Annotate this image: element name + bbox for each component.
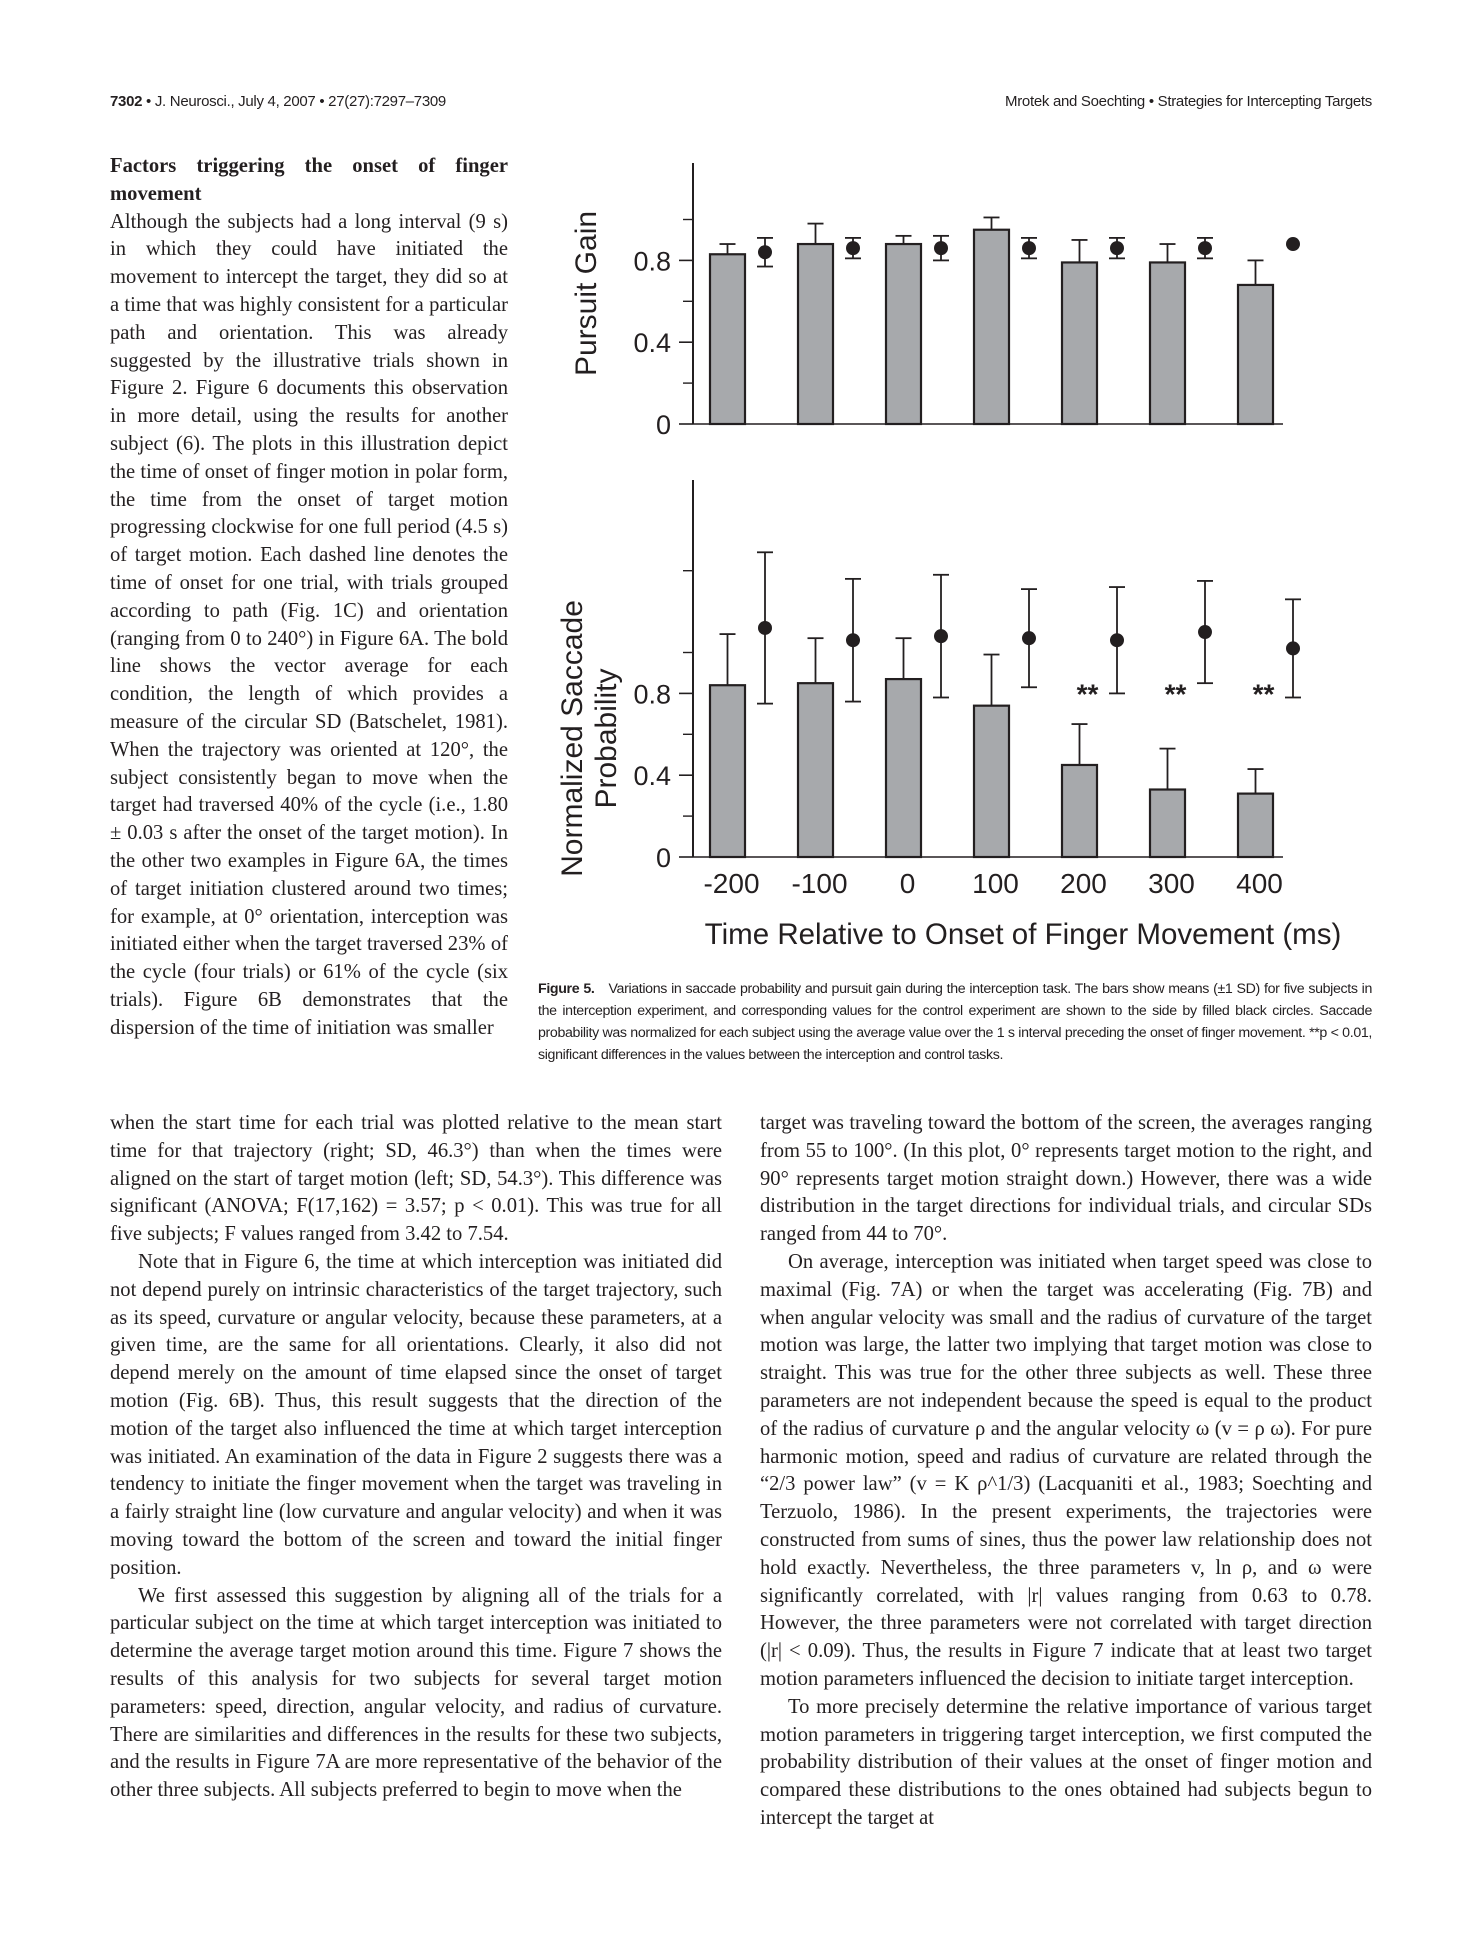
panel-bottom-significance-marker: ** bbox=[1076, 678, 1099, 710]
panel-bottom-control-point bbox=[1198, 625, 1212, 639]
panel-bottom-x-tick-label: 0 bbox=[899, 868, 916, 899]
panel-bottom-bar bbox=[710, 685, 745, 857]
panel-bottom-y-axis-label-line-1: Normalized Saccade bbox=[556, 600, 589, 877]
panel-bottom-y-tick-label: 0 bbox=[655, 843, 671, 873]
panel-top-y-tick-label: 0.8 bbox=[633, 246, 671, 277]
paragraph: when the start time for each trial was plotted relative to the mean start time for that trajectory (right; SD, 46.3°) than when the times were aligned on the start of target motion (left; SD, 54.3°). This difference was significant (ANOVA; F(17,162) = 3.57; p < 0.01). This was true for all five subjects; F values ranged from 3.42 to 7.54. bbox=[110, 1112, 722, 1246]
caption-text: Variations in saccade probability and pursuit gain during the interception task. The bars show means (±1 SD) for five subjects in the interception experiment, and corresponding values for the control experiment are shown to the side by filled black circles. Saccade probability was normalized for each subject using the average value over the 1 s interval preceding the onset of finger movement. **p < 0.01, significant differences in the values between the interception and control tasks. bbox=[538, 981, 1373, 1063]
panel-bottom-bar bbox=[1150, 790, 1185, 857]
panel-top-y-tick-label: 0 bbox=[655, 410, 671, 440]
panel-bottom-significance-marker: ** bbox=[1164, 678, 1187, 710]
panel-bottom-control-point bbox=[934, 629, 948, 643]
panel-bottom-bar bbox=[1062, 765, 1097, 857]
journal-name: J. Neurosci., July 4, 2007 bbox=[154, 93, 316, 110]
paragraph: We first assessed this suggestion by aligning all of the trials for a particular subject on the time at which target interception was initiated to determine the average target motion around this time. Figure 7 shows the results of this analysis for two subjects for several target motion parameters: speed, direction, angular velocity, and radius of curvature. There are similarities and differences in the results for these two subjects, and the results in Figure 7A are more representative of the behavior of the other three subjects. All subjects preferred to begin to move when the bbox=[110, 1584, 722, 1802]
panel-top-bar bbox=[1150, 262, 1185, 424]
panel-top-bar bbox=[710, 254, 745, 424]
panel-top-y-axis-label: Pursuit Gain bbox=[570, 210, 603, 377]
panel-bottom-bar bbox=[1238, 794, 1273, 857]
panel-bottom-bar bbox=[886, 679, 921, 857]
header-authors: Mrotek and Soechting bbox=[1005, 93, 1145, 110]
section-heading: Factors triggering the onset of finger movement bbox=[110, 155, 508, 205]
column-1-top bbox=[110, 153, 508, 1043]
panel-bottom-x-tick-label: -100 bbox=[791, 868, 848, 899]
panel-bottom-x-tick-label: 400 bbox=[1236, 868, 1283, 899]
panel-bottom-control-point bbox=[758, 621, 772, 635]
panel-top-control-point bbox=[758, 245, 772, 259]
panel-top-control-point bbox=[846, 241, 860, 255]
caption-label: Figure 5. bbox=[538, 981, 595, 997]
panel-top-control-point bbox=[1110, 241, 1124, 255]
paragraph: On average, interception was initiated when target speed was close to maximal (Fig. 7A) or when the target was accelerating (Fig. 7B) and when angular velocity was small and the radius of curvature of the target motion was large, the latter two implying that target motion was close to straight. This was true for the other three subjects as well. These three parameters are not independent because the speed is equal to the product of the radius of curvature ρ and the angular velocity ω (v = ρ ω). For pure harmonic motion, speed and radius of curvature are related through the “2/3 power law” (v = K ρ^1/3) (Lacquaniti et al., 1983; Soechting and Terzuolo, 1986). In the present experiments, the trajectories were constructed from sums of sines, thus the power law relationship does not hold exactly. Nevertheless, the three parameters v, ln ρ, and ω were significantly correlated, with |r| values ranging from 0.63 to 0.78. However, the three parameters were not correlated with target direction (|r| < 0.09). Thus, the results in Figure 7 indicate that at least two target motion parameters influenced the decision to initiate target interception. bbox=[760, 1250, 1372, 1690]
panel-bottom-x-tick-label: 100 bbox=[972, 868, 1019, 899]
panel-bottom-y-tick-label: 0.4 bbox=[633, 761, 671, 792]
panel-top-control-point bbox=[1022, 241, 1036, 255]
page-number: 7302 bbox=[110, 93, 143, 110]
panel-bottom-x-tick-label: 300 bbox=[1148, 868, 1195, 899]
panel-bottom-bar bbox=[798, 683, 833, 857]
panel-top-bar bbox=[974, 230, 1009, 424]
panel-bottom-x-axis-label: Time Relative to Onset of Finger Movement (ms) bbox=[704, 918, 1342, 950]
column-2-bottom bbox=[760, 1110, 1372, 1833]
paragraph: Although the subjects had a long interval (9 s) in which they could have initiated the movement to intercept the target, they did so at a time that was highly consistent for a particular path and orientation. This was already suggested by the illustrative trials shown in Figure 2. Figure 6 documents this observation in more detail, using the results for another subject (6). The plots in this illustration depict the time of onset of finger motion in polar form, the time from the onset of target motion progressing clockwise for one full period (4.5 s) of target motion. Each dashed line denotes the time of onset for one trial, with trials grouped according to path (Fig. 1C) and orientation (ranging from 0 to 240°) in Figure 6A. The bold line shows the vector average for each condition, the length of which provides a measure of the circular SD (Batschelet, 1981). When the trajectory was oriented at 120°, the subject consistently began to move when the target had traversed 40% of the cycle (i.e., 1.80 ± 0.03 s after the onset of the target motion). In the other two examples in Figure 6A, the times of target initiation clustered around two times; for example, at 0° orientation, interception was initiated either when the target traversed 23% of the cycle (four trials) or 61% of the cycle (six trials). Figure 6B demonstrates that the dispersion of the time of initiation was smaller bbox=[110, 210, 508, 1039]
paragraph: To more precisely determine the relative importance of various target motion parameters in triggering target interception, we first computed the probability distribution of their values at the onset of finger motion and compared these distributions to the ones obtained had subjects begun to intercept the target at bbox=[760, 1695, 1372, 1829]
column-1-bottom bbox=[110, 1110, 722, 1805]
paragraph: Note that in Figure 6, the time at which interception was initiated did not depend purely on intrinsic characteristics of the target trajectory, such as its speed, curvature or angular velocity, because these parameters, at a given time, are the same for all orientations. Clearly, it also did not depend merely on the amount of time elapsed since the onset of target motion (Fig. 6B). Thus, this result suggests that the direction of the motion of the target also influenced the time at which target interception was initiated. An examination of the data in Figure 2 suggests there was a tendency to initiate the finger movement when the target was traveling in a fairly straight line (low curvature and angular velocity) and when it was moving toward the bottom of the screen and toward the initial finger position. bbox=[110, 1250, 722, 1579]
panel-top-bar bbox=[886, 244, 921, 424]
panel-top-control-point bbox=[1198, 241, 1212, 255]
panel-bottom-control-point bbox=[1110, 633, 1124, 647]
panel-bottom-x-tick-label: 200 bbox=[1060, 868, 1107, 899]
figure-5 bbox=[530, 150, 1380, 950]
panel-top-control-point bbox=[1286, 237, 1300, 251]
panel-top-y-tick-label: 0.4 bbox=[633, 328, 671, 359]
panel-bottom-control-point bbox=[1022, 631, 1036, 645]
journal-volume: 27(27):7297–7309 bbox=[328, 93, 446, 110]
panel-bottom-control-point bbox=[846, 633, 860, 647]
panel-top-bar bbox=[1238, 285, 1273, 424]
panel-bottom-control-point bbox=[1286, 641, 1300, 655]
panel-top-control-point bbox=[934, 241, 948, 255]
panel-bottom-significance-marker: ** bbox=[1252, 678, 1275, 710]
panel-bottom-bar bbox=[974, 706, 1009, 857]
panel-top-bar bbox=[798, 244, 833, 424]
running-header-right: Mrotek and Soechting • Strategies for Intercepting Targets bbox=[1005, 93, 1372, 110]
panel-bottom-x-tick-label: -200 bbox=[703, 868, 760, 899]
panel-bottom-y-tick-label: 0.8 bbox=[633, 679, 671, 710]
figure-caption bbox=[538, 978, 1372, 1066]
panel-top-bar bbox=[1062, 262, 1097, 424]
panel-bottom-y-axis-label-line-2: Probability bbox=[590, 668, 623, 809]
header-title: Strategies for Intercepting Targets bbox=[1157, 93, 1372, 110]
paragraph: target was traveling toward the bottom of the screen, the averages ranging from 55 to 100°. (In this plot, 0° represents target motion to the right, and 90° represents target motion straight down.) However, there was a wide distribution in the target directions for individual trials, and circular SDs ranged from 44 to 70°. bbox=[760, 1112, 1372, 1246]
running-header-left: 7302 • J. Neurosci., July 4, 2007 • 27(27):7297–7309 bbox=[110, 93, 446, 110]
